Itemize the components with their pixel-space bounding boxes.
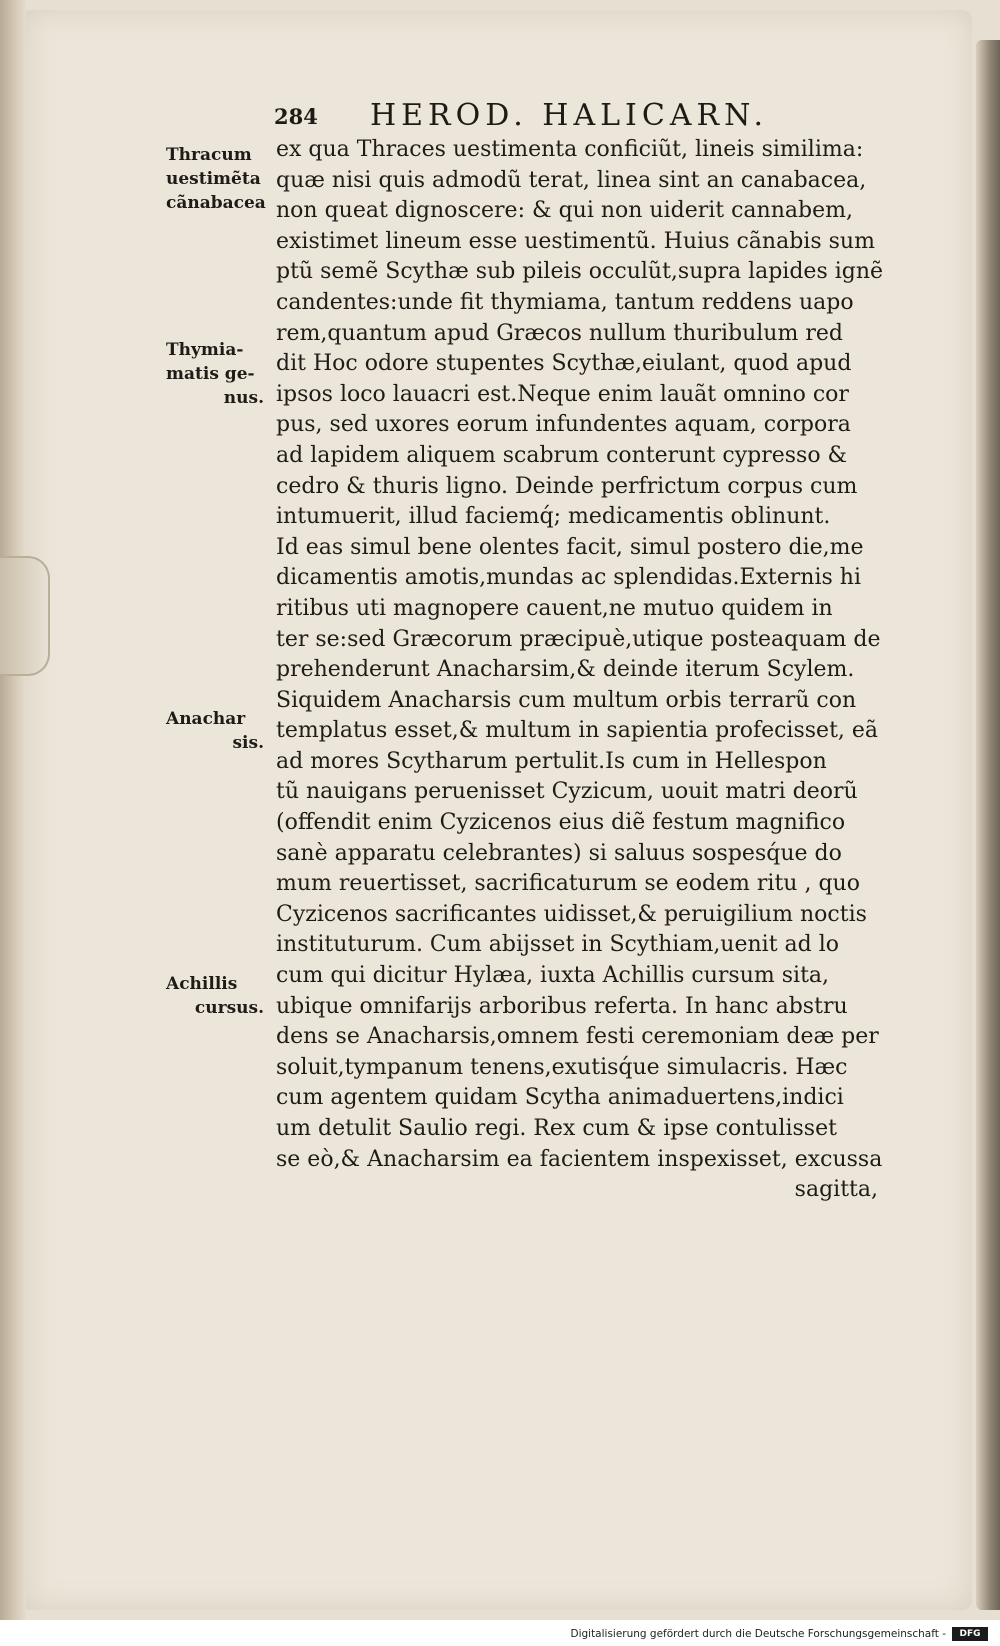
text-line: ritibus uti magnopere cauent,ne mutuo quidem in: [276, 595, 833, 621]
sidenote-line: Thymia-: [166, 340, 244, 360]
text-line: rem,quantum apud Græcos nullum thuribulum red: [276, 320, 843, 346]
text-line: cedro & thuris ligno. Deinde perfrictum corpus cum: [276, 473, 858, 499]
text-line: non queat dignoscere: & qui non uiderit cannabem,: [276, 198, 853, 224]
sidenote-thracum: [166, 143, 264, 215]
sidenote-line: Thracum: [166, 145, 252, 165]
text-line: candentes:unde fit thymiama, tantum reddens uapo: [276, 289, 854, 315]
text-line: (offendit enim Cyzicenos eius diẽ festum magnifico: [276, 810, 846, 836]
text-line: tũ nauigans peruenisset Cyzicum, uouit matri deorũ: [276, 779, 858, 805]
page-number: 284: [274, 104, 318, 129]
text-line: pus, sed uxores eorum infundentes aquam, corpora: [276, 412, 851, 438]
text-line: ad lapidem aliquem scabrum conterunt cypresso &: [276, 442, 848, 468]
text-line: sanè apparatu celebrantes) si saluus sospesq́ue do: [276, 840, 842, 866]
text-line: mum reuertisset, sacrificaturum se eodem ritu , quo: [276, 871, 860, 897]
sidenote-line: nus.: [223, 388, 264, 408]
page-fore-edge: [976, 40, 1000, 1610]
text-line: ad mores Scytharum pertulit.Is cum in Hellespon: [276, 748, 827, 774]
text-line: um detulit Saulio regi. Rex cum & ipse contulisset: [276, 1116, 837, 1141]
sidenote-line: matis ge-: [166, 364, 255, 384]
catchword-line: sagitta,: [794, 1177, 878, 1203]
text-line: Id eas simul bene olentes facit, simul postero die,me: [276, 534, 864, 560]
sidenote-line: sis.: [232, 733, 264, 753]
sidenote-line: uestimẽta: [166, 169, 261, 189]
text-line: instituturum. Cum abijsset in Scythiam,uenit ad lo: [276, 932, 840, 958]
sidenote-line: cãnabacea: [166, 193, 266, 213]
text-line: soluit,tympanum tenens,exutisq́ue simulacris. Hæc: [276, 1054, 848, 1080]
running-head: HEROD. HALICARN.: [370, 98, 768, 133]
text-line: ubique omnifarijs arboribus referta. In hanc abstru: [276, 993, 848, 1019]
text-line: Cyzicenos sacrificantes uidisset,& peruigilium noctis: [276, 901, 867, 927]
text-line: ter se:sed Græcorum præcipuè,utique posteaquam de: [276, 626, 881, 652]
text-line: ptũ semẽ Scythæ sub pileis occulũt,supra lapides ignẽ: [276, 259, 884, 285]
footer-credit: Digitalisierung gefördert durch die Deutsche Forschungsgemeinschaft -: [570, 1628, 946, 1640]
book-gutter: [0, 0, 26, 1620]
text-line: templatus esset,& multum in sapientia profecisset, eã: [276, 718, 879, 744]
text-line: ipsos loco lauacri est.Neque enim lauãt omnino cor: [276, 381, 849, 407]
sidenote-thymiama: [166, 338, 264, 410]
book-clasp: [0, 556, 50, 676]
digitization-footer: [0, 1624, 1000, 1646]
sidenote-line: cursus.: [194, 998, 264, 1018]
body-text: [276, 135, 886, 1206]
text-line: dit Hoc odore stupentes Scythæ,eiulant, quod apud: [276, 351, 852, 377]
text-line: cum agentem quidam Scytha animaduertens,indici: [276, 1085, 844, 1111]
text-line: ex qua Thraces uestimenta conficiũt, lineis similima:: [276, 137, 864, 162]
text-line: cum qui dicitur Hylæa, iuxta Achillis cursum sita,: [276, 963, 830, 989]
sidenote-achillis: [166, 972, 264, 1020]
sidenote-line: Achillis: [166, 974, 238, 994]
text-line: dicamentis amotis,mundas ac splendidas.Externis hi: [276, 565, 861, 591]
text-line: quæ nisi quis admodũ terat, linea sint an canabacea,: [276, 167, 867, 193]
text-line: existimet lineum esse uestimentũ. Huius cãnabis sum: [276, 228, 875, 254]
text-line: dens se Anacharsis,omnem festi ceremoniam deæ per: [276, 1024, 879, 1050]
page-header: [274, 98, 794, 138]
text-line: prehenderunt Anacharsim,& deinde iterum Scylem.: [276, 657, 855, 683]
text-line: se eò,& Anacharsim ea facientem inspexisset, excussa: [276, 1146, 883, 1172]
text-line: Siquidem Anacharsis cum multum orbis terrarũ con: [276, 687, 857, 713]
sidenote-line: Anachar: [166, 709, 246, 729]
dfg-logo: DFG: [952, 1627, 988, 1641]
sidenote-anacharsis: [166, 707, 264, 755]
text-line: intumuerit, illud faciemq́; medicamentis oblinunt.: [276, 504, 831, 530]
